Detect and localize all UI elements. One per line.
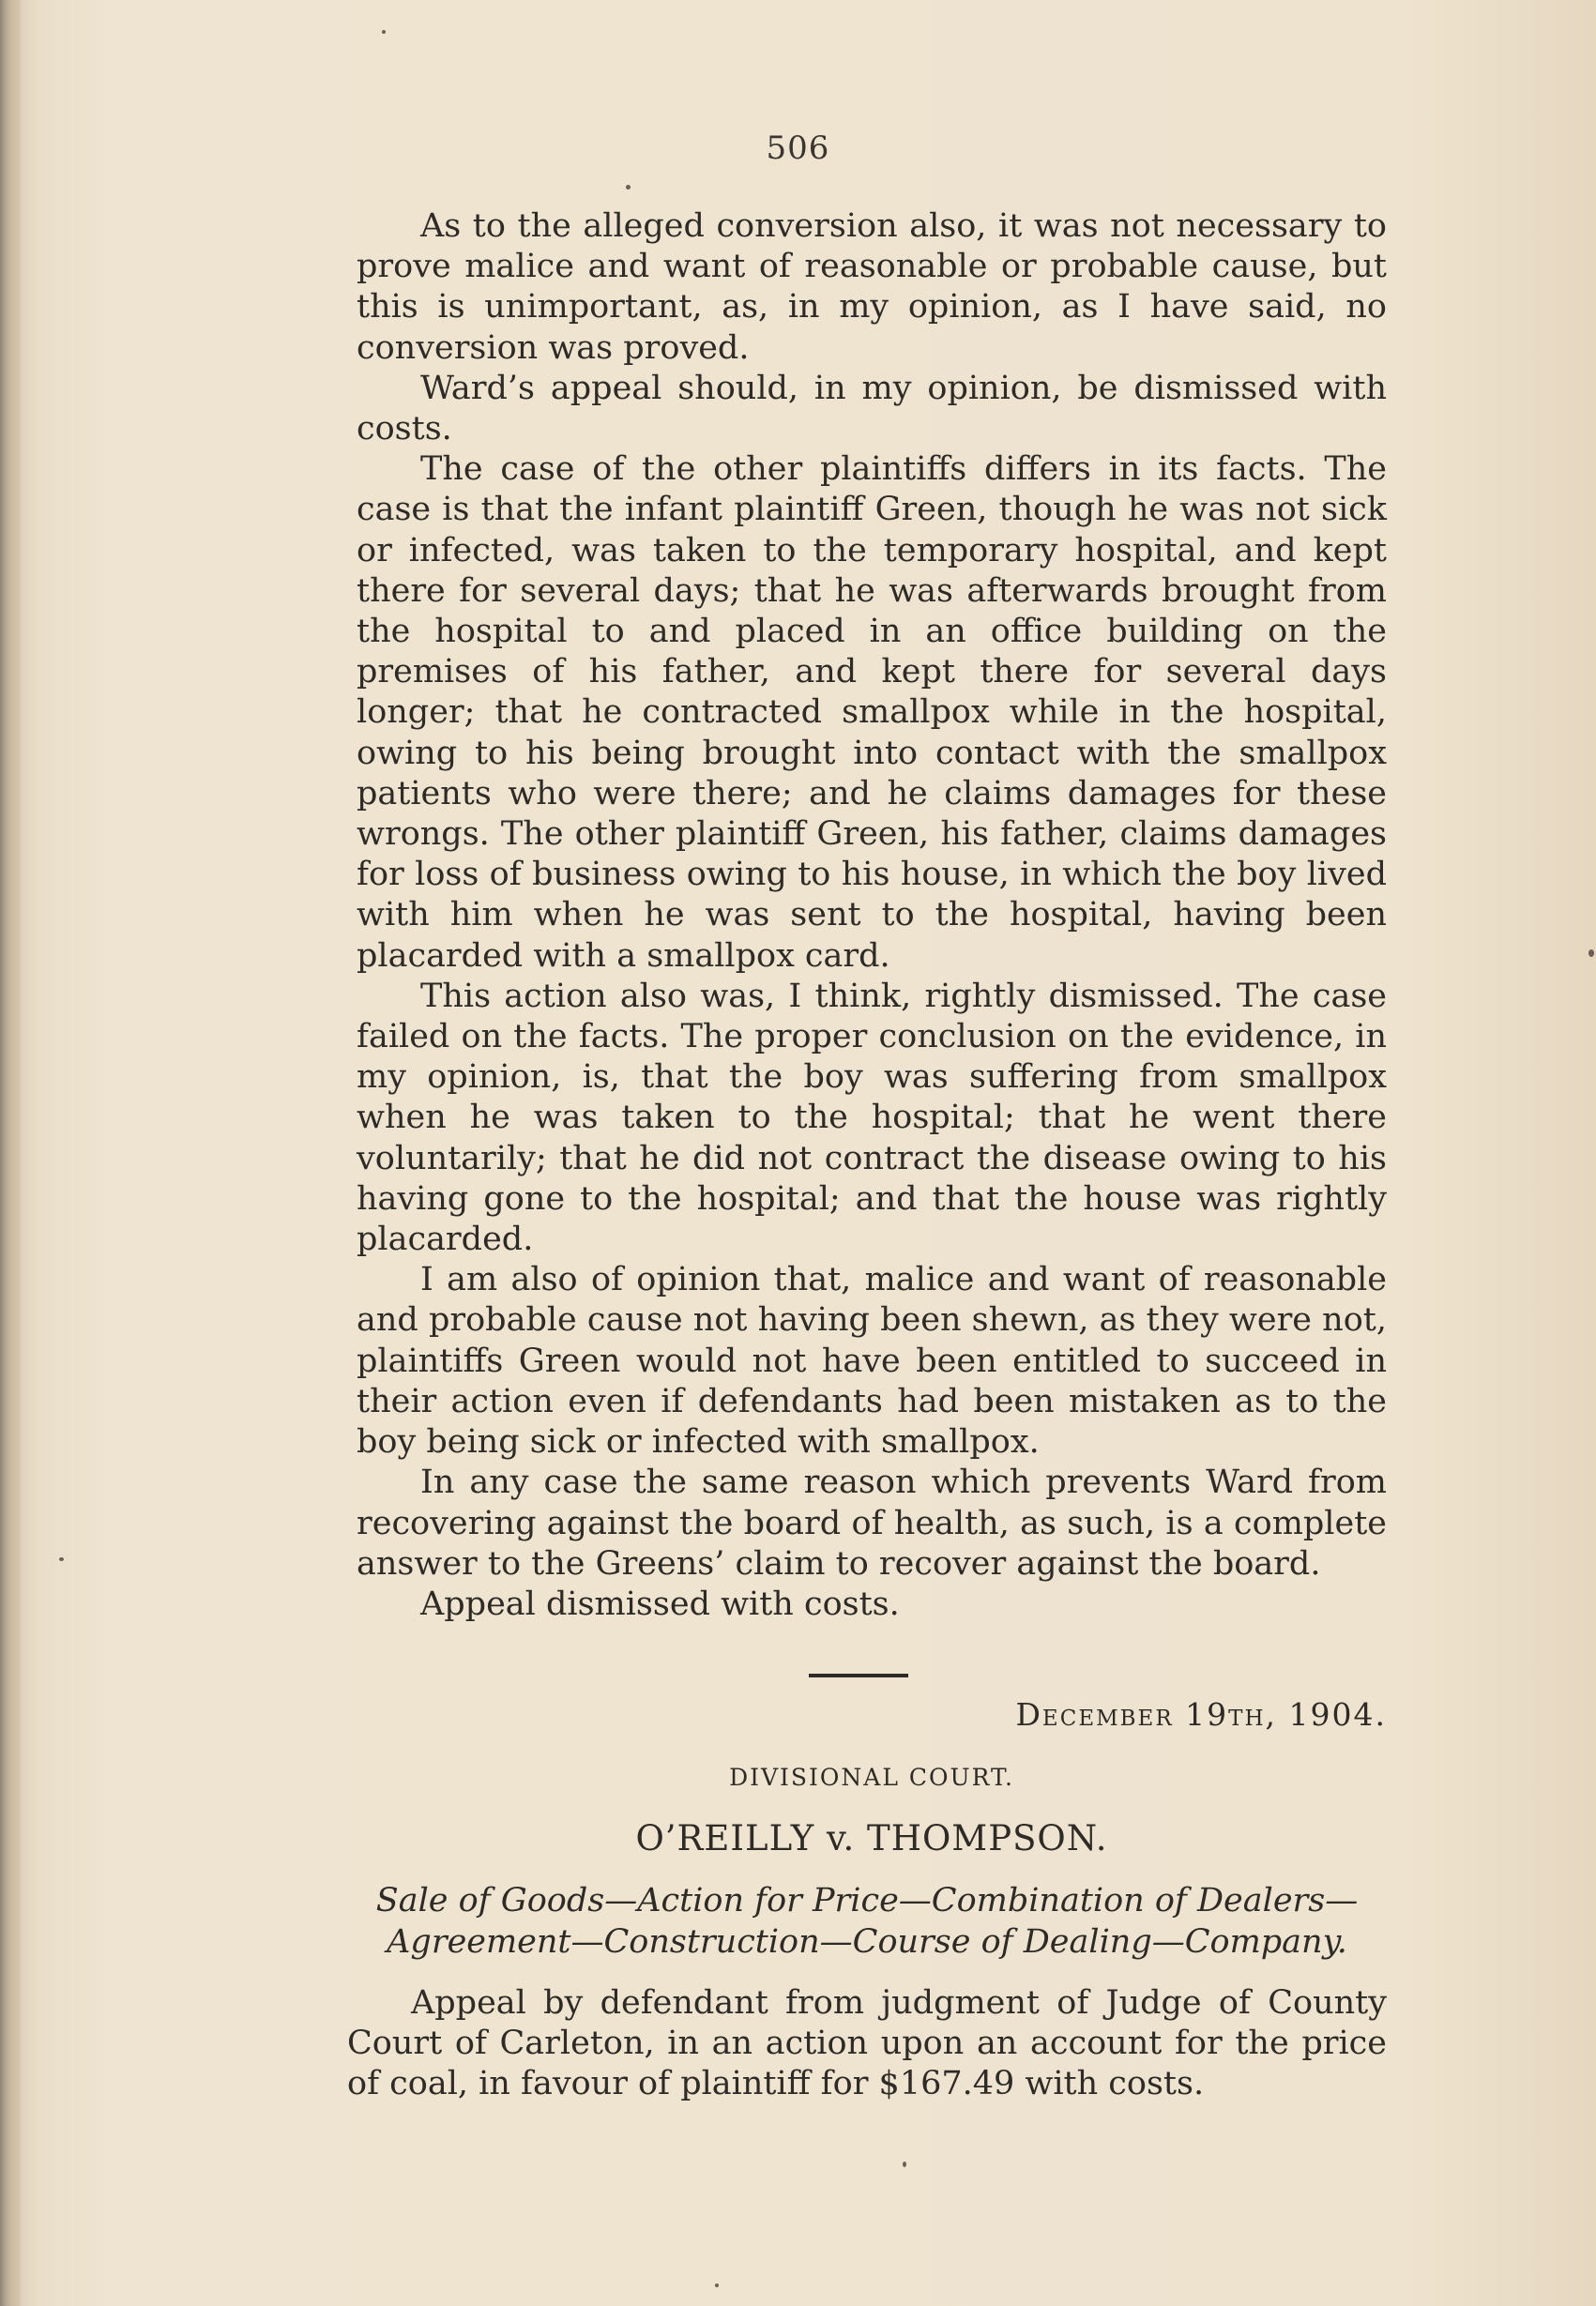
paper-speck: [1588, 949, 1594, 957]
appeal-paragraph: Appeal by defendant from judgment of Judge of County Court of Carleton, in an action upon an account for the price of coal, in favour of plaintiff for $167.49 with costs.: [347, 1984, 1387, 2102]
paragraph-ward-appeal: Ward’s appeal should, in my opinion, be dismissed with costs.: [357, 369, 1387, 448]
headnote-line-2: Agreement—Construction—Course of Dealing—Company.: [387, 1923, 1347, 1961]
paragraph-appeal-dismissed: Appeal dismissed with costs.: [420, 1585, 900, 1623]
page-binding-edge: [0, 0, 21, 2306]
paper-speck: [903, 2162, 906, 2167]
case-title: O’REILLY v. THOMPSON.: [635, 1818, 1108, 1858]
paper-speck: [626, 185, 631, 190]
body-text: [357, 206, 1387, 1625]
section-divider: [809, 1674, 908, 1677]
headnote: [347, 1880, 1387, 1963]
paper-speck: [59, 1557, 64, 1561]
court-name: DIVISIONAL COURT.: [729, 1764, 1014, 1791]
paragraph-conversion: As to the alleged conversion also, it was not necessary to prove malice and want of reasonable or probable cause, but this is unimportant, as, in my opinion, as I have said, no conversion was proved.: [357, 207, 1387, 367]
paragraph-same-reason: In any case the same reason which prevents Ward from recovering against the board of health, as such, is a complete answer to the Greens’ claim to recover against the board.: [357, 1464, 1387, 1583]
paragraph-malice-opinion: I am also of opinion that, malice and want of reasonable and probable cause not having been shewn, as they were not, plaintiffs Green would not have been entitled to succeed in their action even if defendants had been mistaken as to the boy being sick or infected with smallpox.: [357, 1261, 1387, 1462]
case-date: December 19th, 1904.: [1015, 1696, 1387, 1733]
paragraph-action-dismissed: This action also was, I think, rightly dismissed. The case failed on the facts. The proper conclusion on the evidence, in my opinion, is, that the boy was suffering from smallpox when he was taken to the hospital; that he went there voluntarily; that he did not contract the disease owing to his having gone to the hospital; and that the house was rightly placarded.: [357, 977, 1387, 1259]
headnote-line-1: Sale of Goods—Action for Price—Combination of Dealers—: [375, 1882, 1359, 1919]
paper-speck: [382, 30, 386, 34]
paper-speck: [715, 2283, 719, 2287]
paragraph-green-case: The case of the other plaintiffs differs in its facts. The case is that the infant plaintiff Green, though he was not sick or infected, was taken to the temporary hospital, and kept there for several days; that he was afterwards brought from the hospital to and placed in an office building on the premises of his father, and kept there for several days longer; that he contracted smallpox while in the hospital, owing to his being brought into contact with the smallpox patients who were there; and he claims damages for these wrongs. The other plaintiff Green, his father, claims damages for loss of business owing to his house, in which the boy lived with him when he was sent to the hospital, having been placarded with a smallpox card.: [357, 450, 1387, 975]
page-number: 506: [766, 129, 830, 167]
